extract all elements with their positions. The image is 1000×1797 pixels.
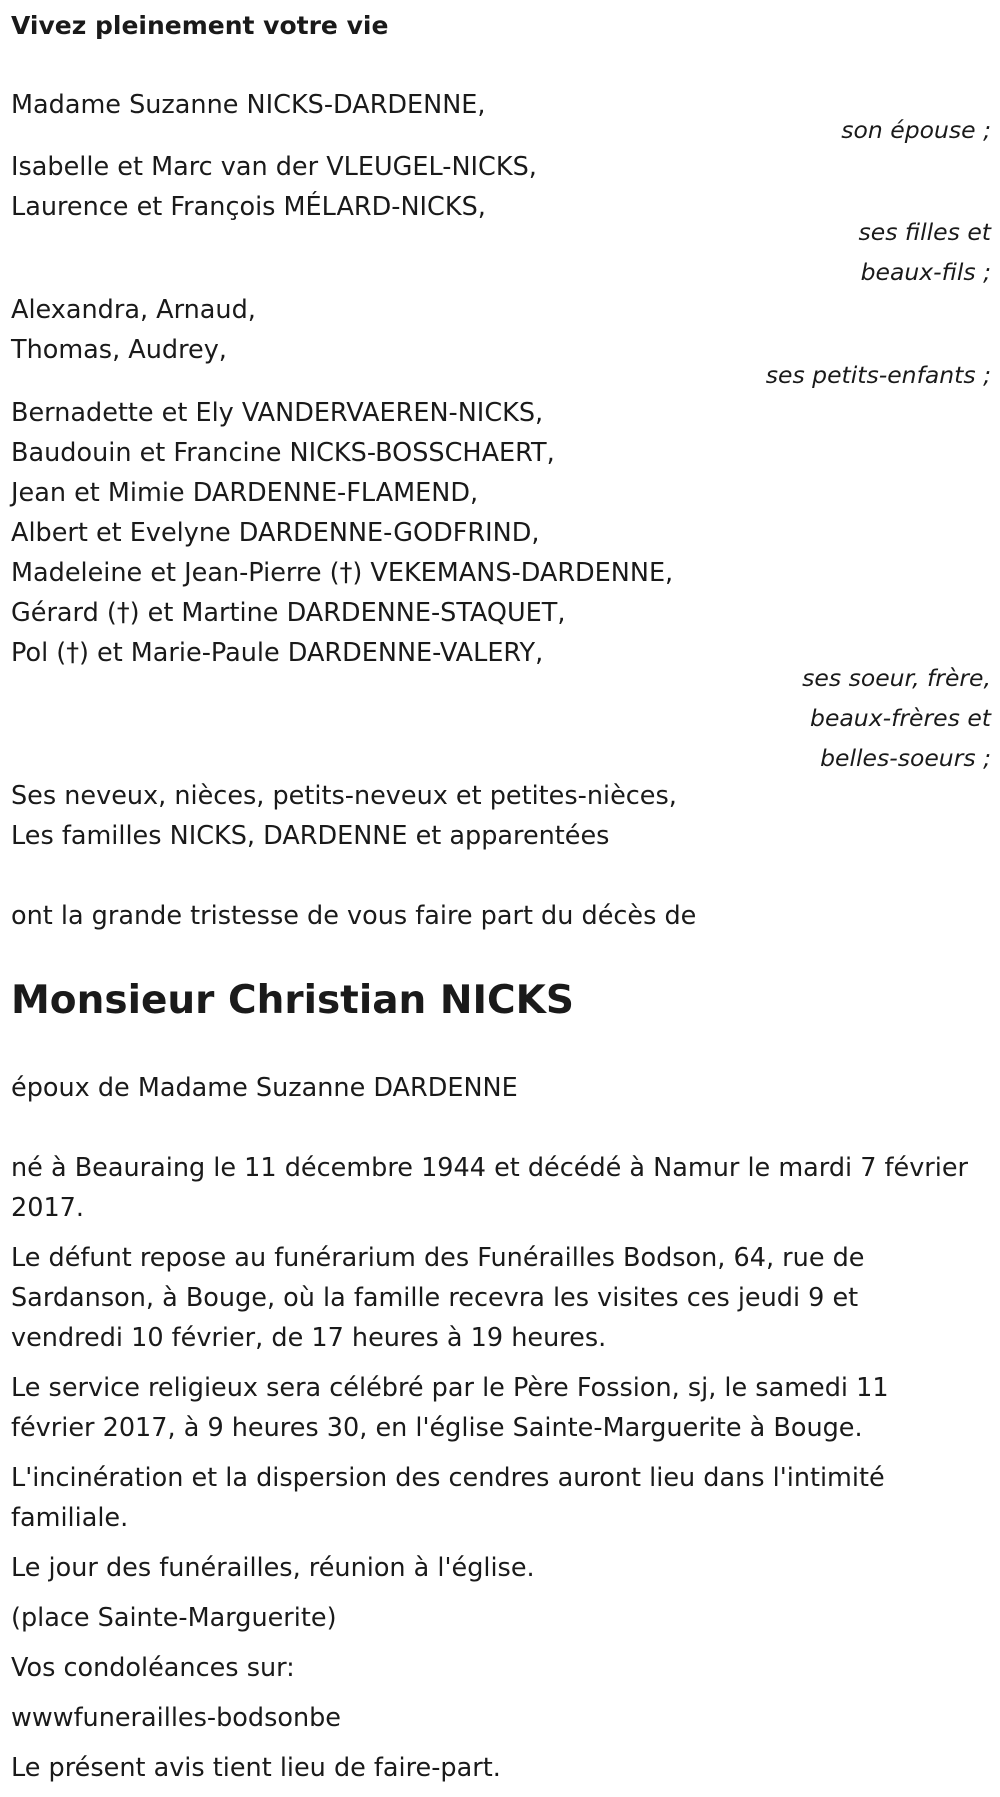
siblings-role-line-3: belles-soeurs ;: [820, 744, 991, 772]
grandchildren-line-2: Thomas, Audrey,: [11, 335, 227, 365]
spouse-role: son épouse ;: [841, 116, 991, 144]
daughters-role-line-2: beaux-fils ;: [860, 258, 991, 286]
cremation-paragraph: L'incinération et la dispersion des cendres auront lieu dans l'intimité familiale.: [11, 1463, 885, 1533]
spouse-of-text: époux de Madame Suzanne DARDENNE: [11, 1073, 518, 1103]
service-paragraph: Le service religieux sera célébré par le Père Fossion, sj, le samedi 11 février 2017, à 9 heures 30, en l'église Sainte-Marguerite à Bouge.: [11, 1373, 889, 1443]
condolences-label: Vos condoléances sur:: [11, 1653, 295, 1683]
funeral-day-paragraph: Le jour des funérailles, réunion à l'église.: [11, 1553, 535, 1583]
announcement-text: ont la grande tristesse de vous faire part du décès de: [11, 901, 697, 931]
sibling-line-3: Jean et Mimie DARDENNE-FLAMEND,: [11, 478, 479, 508]
funerarium-paragraph: Le défunt repose au funérarium des Funérailles Bodson, 64, rue de Sardanson, à Bouge, où la famille recevra les visites ces jeudi 9 et vendredi 10 février, de 17 heures à 19 heures.: [11, 1243, 865, 1353]
daughters-role-line-1: ses filles et: [858, 218, 991, 246]
spouse-name: Madame Suzanne NICKS-DARDENNE,: [11, 90, 486, 120]
sibling-line-7: Pol (†) et Marie-Paule DARDENNE-VALERY,: [11, 638, 544, 668]
condolences-website: wwwfunerailles-bodsonbe: [11, 1703, 341, 1733]
sibling-line-1: Bernadette et Ely VANDERVAEREN-NICKS,: [11, 398, 544, 428]
extended-family-line-2: Les familles NICKS, DARDENNE et apparentées: [11, 821, 610, 851]
extended-family-line-1: Ses neveux, nièces, petits-neveux et petites-nièces,: [11, 781, 677, 811]
sibling-line-4: Albert et Evelyne DARDENNE-GODFRIND,: [11, 518, 540, 548]
sibling-line-6: Gérard (†) et Martine DARDENNE-STAQUET,: [11, 598, 566, 628]
church-location-paragraph: (place Sainte-Marguerite): [11, 1603, 337, 1633]
motto-heading: Vivez pleinement votre vie: [11, 11, 389, 40]
deceased-name: Monsieur Christian NICKS: [11, 978, 574, 1023]
notice-closing: Le présent avis tient lieu de faire-part.: [11, 1753, 501, 1783]
siblings-role-line-2: beaux-frères et: [810, 704, 991, 732]
sibling-line-5: Madeleine et Jean-Pierre (†) VEKEMANS-DARDENNE,: [11, 558, 674, 588]
daughter-name-2: Laurence et François MÉLARD-NICKS,: [11, 192, 486, 222]
siblings-role-line-1: ses soeur, frère,: [802, 664, 991, 692]
grandchildren-line-1: Alexandra, Arnaud,: [11, 295, 256, 325]
daughter-name-1: Isabelle et Marc van der VLEUGEL-NICKS,: [11, 152, 537, 182]
sibling-line-2: Baudouin et Francine NICKS-BOSSCHAERT,: [11, 438, 555, 468]
grandchildren-role: ses petits-enfants ;: [765, 361, 991, 389]
birth-death-paragraph: né à Beauraing le 11 décembre 1944 et décédé à Namur le mardi 7 février 2017.: [11, 1153, 969, 1223]
